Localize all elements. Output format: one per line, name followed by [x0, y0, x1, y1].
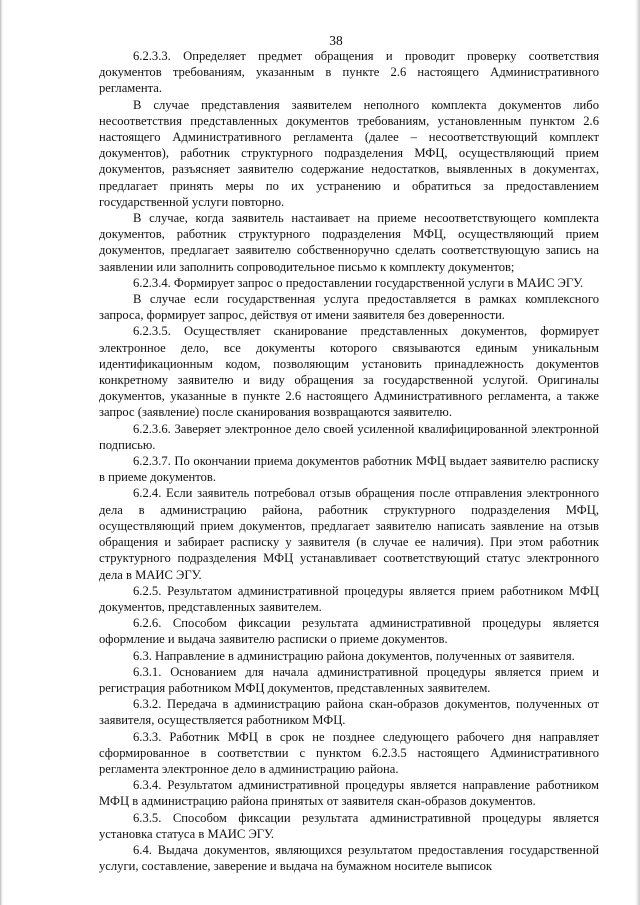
paragraph-6-3-1: 6.3.1. Основанием для начала административной процедуры является прием и регистрация работником МФЦ документов, представленных заявителем. — [99, 664, 599, 695]
paragraph-6-2-3-5: 6.2.3.5. Осуществляет сканирование представленных документов, формирует электронное дело, все документы которого связываются единым уникальным идентификационным кодом, позволяющим установить принадлежность документов конкретному заявителю и виду обращения за государственной услугой. Оригиналы документов, указанные в пункте 2.6 настоящего Административного регламента, а также запрос (заявление) после сканирования возвращаются заявителю. — [99, 324, 599, 420]
paragraph-6-2-4: 6.2.4. Если заявитель потребовал отзыв обращения после отправления электронного дела в администрацию района, работник структурного подразделения МФЦ, осуществляющий прием документов, предлагает заявителю написать заявление на отзыв обращения и забирает расписку у заявителя (в случае ее наличия). При этом работник структурного подразделения МФЦ устанавливает соответствующий статус электронного дела в МАИС ЭГУ. — [99, 486, 599, 582]
paragraph-6-4: 6.4. Выдача документов, являющихся результатом предоставления государственной услуги, составление, заверение и выдача на бумажном носителе выписок — [99, 842, 599, 874]
paragraph-complex-request: В случае если государственная услуга предоставляется в рамках комплексного запроса, формирует запрос, действуя от имени заявителя без доверенности. — [99, 292, 599, 323]
scan-edge-right — [635, 0, 640, 905]
paragraph-6-2-3-4: 6.2.3.4. Формирует запрос о предоставлении государственной услуги в МАИС ЭГУ. — [133, 275, 584, 290]
paragraph-6-3-3: 6.3.3. Работник МФЦ в срок не позднее следующего рабочего дня направляет сформированное в соответствии с пунктом 6.2.3.5 настоящего Административного регламента электронное дело в администрацию района. — [99, 729, 599, 776]
paragraph-6-2-5: 6.2.5. Результатом административной процедуры является прием работником МФЦ документов, представленных заявителем. — [99, 583, 599, 614]
page-number: 38 — [329, 33, 343, 48]
paragraph-incomplete-set: В случае представления заявителем неполного комплекта документов либо несоответствия представленных документов требованиям, установленным пунктом 2.6 настоящего Административного регламента (далее – несоответствующий комплект документов), работник структурного подразделения МФЦ, осуществляющий прием документов, разъясняет заявителю содержание недостатков, выявленных в документах, предлагает принять меры по их устранению и обратиться за предоставлением государственной услуги повторно. — [99, 97, 599, 209]
paragraph-6-2-3-7: 6.2.3.7. По окончании приема документов работник МФЦ выдает заявителю расписку в приеме документов. — [99, 454, 599, 485]
paragraph-6-3: 6.3. Направление в администрацию района документов, полученных от заявителя. — [133, 648, 575, 663]
paragraph-6-2-3-6: 6.2.3.6. Заверяет электронное дело своей усиленной квалифицированной электронной подписью. — [99, 421, 599, 452]
paragraph-6-3-5: 6.3.5. Способом фиксации результата административной процедуры является установка статуса в МАИС ЭГУ. — [99, 810, 599, 841]
document-body — [99, 48, 599, 874]
paragraph-6-2-3-3: 6.2.3.3. Определяет предмет обращения и проводит проверку соответствия документов требованиям, указанным в пункте 2.6 настоящего Административного регламента. — [99, 49, 599, 96]
paragraph-6-3-2: 6.3.2. Передача в администрацию района скан-образов документов, полученных от заявителя, осуществляется работником МФЦ. — [99, 697, 599, 728]
paragraph-6-3-4: 6.3.4. Результатом административной процедуры является направление работником МФЦ в администрацию района принятых от заявителя скан-образов документов. — [99, 778, 599, 809]
paragraph-6-2-6: 6.2.6. Способом фиксации результата административной процедуры является оформление и выдача заявителю расписки о приеме документов. — [99, 616, 599, 647]
scan-edge-left — [0, 0, 3, 905]
paragraph-applicant-insists: В случае, когда заявитель настаивает на приеме несоответствующего комплекта документов, работник структурного подразделения МФЦ, осуществляющий прием документов, предлагает заявителю собственноручно сделать соответствующую запись на заявлении или заполнить сопроводительное письмо к комплекту документов; — [99, 211, 599, 274]
